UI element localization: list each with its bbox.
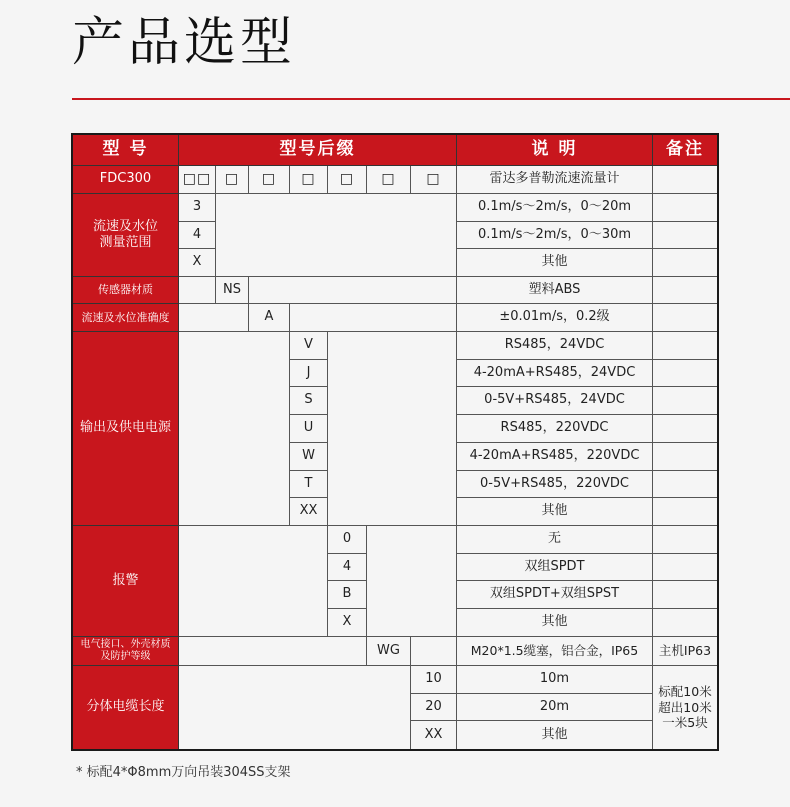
- note-line: 一米5块: [662, 715, 708, 731]
- description-cell: 4-20mA+RS485，220VDC: [457, 443, 653, 471]
- code-cell: S: [290, 387, 328, 415]
- label-output-power: 输出及供电电源: [73, 332, 179, 526]
- note-cell: [653, 249, 717, 277]
- code-cell: 4: [179, 222, 216, 249]
- description-cell: 0-5V+RS485，24VDC: [457, 387, 653, 415]
- header-model: 型 号: [73, 135, 179, 166]
- description-cell: 0.1m/s～2m/s，0～20m: [457, 194, 653, 222]
- code-cell: X: [179, 249, 216, 277]
- empty-cell: [179, 666, 411, 749]
- header-note: 备注: [653, 135, 717, 166]
- code-cell: J: [290, 360, 328, 387]
- description-cell: RS485，220VDC: [457, 415, 653, 443]
- note-cell: [653, 222, 717, 249]
- note-cell: [653, 415, 717, 443]
- note-line: 标配10米: [658, 684, 712, 700]
- note-cell: [653, 498, 717, 526]
- description-cell: 双组SPDT+双组SPST: [457, 581, 653, 609]
- note-cell: 主机IP63: [653, 637, 717, 666]
- description-cell: 其他: [457, 721, 653, 749]
- description-cell: ±0.01m/s，0.2级: [457, 304, 653, 332]
- empty-cell: [367, 526, 457, 637]
- selection-table: [71, 133, 719, 751]
- label-line: 及防护等级: [100, 651, 151, 662]
- description-cell: 4-20mA+RS485，24VDC: [457, 360, 653, 387]
- code-cell: WG: [367, 637, 411, 666]
- model-note: [653, 166, 717, 194]
- code-cell: V: [290, 332, 328, 360]
- suffix-box-4: □: [290, 166, 328, 194]
- note-cell: [653, 332, 717, 360]
- note-cell: [653, 554, 717, 581]
- label-sensor-material: 传感器材质: [73, 277, 179, 304]
- empty-cell: [179, 637, 367, 666]
- description-cell: RS485，24VDC: [457, 332, 653, 360]
- code-cell: A: [249, 304, 290, 332]
- code-cell: T: [290, 471, 328, 498]
- label-alarm: 报警: [73, 526, 179, 637]
- label-cable-length: 分体电缆长度: [73, 666, 179, 749]
- label-interface-housing: [73, 637, 179, 666]
- note-cell: [653, 609, 717, 637]
- description-cell: 无: [457, 526, 653, 554]
- label-line: 电气接口、外壳材质: [80, 639, 171, 650]
- page-title: 产品选型: [72, 13, 297, 73]
- model-description: 雷达多普勒流速流量计: [457, 166, 653, 194]
- empty-cell: [179, 332, 290, 526]
- empty-cell: [328, 332, 457, 526]
- description-cell: 其他: [457, 609, 653, 637]
- note-cell: [653, 443, 717, 471]
- header-description: 说 明: [457, 135, 653, 166]
- empty-cell: [179, 526, 328, 637]
- label-measuring-range: [73, 194, 179, 277]
- suffix-box-1: □□: [179, 166, 216, 194]
- footnote: * 标配4*Φ8mm万向吊装304SS支架: [76, 765, 291, 780]
- note-cell: [653, 526, 717, 554]
- description-cell: 20m: [457, 694, 653, 721]
- suffix-box-3: □: [249, 166, 290, 194]
- empty-cell: [249, 277, 457, 304]
- code-cell: 20: [411, 694, 457, 721]
- code-cell: XX: [290, 498, 328, 526]
- note-cell: [653, 277, 717, 304]
- code-cell: U: [290, 415, 328, 443]
- code-cell: W: [290, 443, 328, 471]
- description-cell: 其他: [457, 249, 653, 277]
- note-cell: [653, 194, 717, 222]
- label-line: 测量范围: [99, 235, 152, 250]
- title-divider: [72, 98, 790, 100]
- note-cable-pricing: [653, 666, 717, 749]
- code-cell: X: [328, 609, 367, 637]
- suffix-box-5: □: [328, 166, 367, 194]
- code-cell: 4: [328, 554, 367, 581]
- description-cell: 塑料ABS: [457, 277, 653, 304]
- header-suffix: 型号后缀: [179, 135, 457, 166]
- suffix-box-6: □: [367, 166, 411, 194]
- description-cell: 双组SPDT: [457, 554, 653, 581]
- note-cell: [653, 471, 717, 498]
- note-cell: [653, 581, 717, 609]
- note-cell: [653, 360, 717, 387]
- description-cell: 其他: [457, 498, 653, 526]
- description-cell: 0.1m/s～2m/s，0～30m: [457, 222, 653, 249]
- description-cell: 0-5V+RS485，220VDC: [457, 471, 653, 498]
- suffix-box-2: □: [216, 166, 249, 194]
- code-cell: 0: [328, 526, 367, 554]
- code-cell: 3: [179, 194, 216, 222]
- code-cell: 10: [411, 666, 457, 694]
- note-line: 超出10米: [658, 699, 712, 715]
- code-cell: B: [328, 581, 367, 609]
- empty-cell: [290, 304, 457, 332]
- code-cell: NS: [216, 277, 249, 304]
- note-cell: [653, 304, 717, 332]
- empty-cell: [411, 637, 457, 666]
- empty-cell: [179, 277, 216, 304]
- note-cell: [653, 387, 717, 415]
- label-line: 流速及水位: [92, 218, 158, 234]
- description-cell: M20*1.5缆塞，铝合金，IP65: [457, 637, 653, 666]
- empty-cell: [216, 194, 457, 277]
- model-name: FDC300: [73, 166, 179, 194]
- code-cell: XX: [411, 721, 457, 749]
- description-cell: 10m: [457, 666, 653, 694]
- empty-cell: [179, 304, 249, 332]
- suffix-box-7: □: [411, 166, 457, 194]
- label-accuracy: 流速及水位准确度: [73, 304, 179, 332]
